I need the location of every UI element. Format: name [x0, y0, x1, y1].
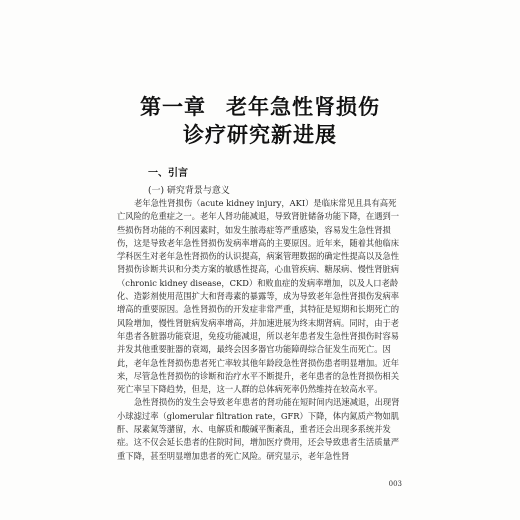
chapter-subtitle: 诊疗研究新进展	[183, 122, 337, 147]
section-heading: 一、引言	[148, 168, 188, 179]
paragraph-2: 急性肾损伤的发生会导致老年患者的肾功能在短时间内迅速减退，出现肾小球滤过率（glomerular filtration rate，GFR）下降，体内氮质产物如肌酐、尿素氮等潴留，水、电解质和酸碱平衡紊乱，重者还会出现多系统并发症。这不仅会延长患者的住院时间，增加医疗费用，还会导致患者生活质量严重下降，甚至明显增加患者的死亡风险。研究显示，老年急性肾	[117, 397, 400, 461]
body-text	[117, 197, 400, 463]
page-number: 003	[388, 480, 402, 488]
chapter-label: 第一章	[140, 94, 206, 119]
subsection-heading: (一) 研究背景与意义	[148, 186, 230, 196]
chapter-title: 老年急性肾损伤	[226, 94, 380, 119]
paragraph-1: 老年急性肾损伤（acute kidney injury，AKI）是临床常见且具有高死亡风险的危重症之一。老年人肾功能减退，导致肾脏储备功能下降，在遇到一些损伤肾功能的不利因素时，如发生脓毒症等严重感染，容易发生急性肾损伤，这是导致老年急性肾损伤发病率增高的主要原因。近年来，随着其他临床学科医生对老年急性肾损伤的认识提高，病案管理数据的确定性提高以及急性肾损伤诊断共识和分类方案的敏感性提高，心血管疾病、糖尿病、慢性肾脏病（chronic kidney disease，CKD）和败血症的发病率增加，以及人口老龄化、造影剂使用范围扩大和肾毒素的暴露等，成为导致老年急性肾损伤发病率增高的重要原因。急性肾损伤的开发症非常严重，其特征是短期和长期死亡的风险增加，慢性肾脏病发病率增高，并加速进展为终末期肾病。同时，由于老年患者各脏器功能衰退，免疫功能减退，所以老年患者发生急性肾损伤时容易并发其他重要脏器的衰竭，最终会因多器官功能障碍综合征发生而死亡。因此，老年急性肾损伤患者死亡率较其他年龄段急性肾损伤患者明显增加。近年来，尽管急性肾损伤的诊断和治疗水平不断提升，老年患者的急性肾损伤相关死亡率呈下降趋势，但是，这一人群的总体病死率仍然维持在较高水平。	[117, 198, 400, 395]
chapter-title-line1	[0, 91, 520, 121]
